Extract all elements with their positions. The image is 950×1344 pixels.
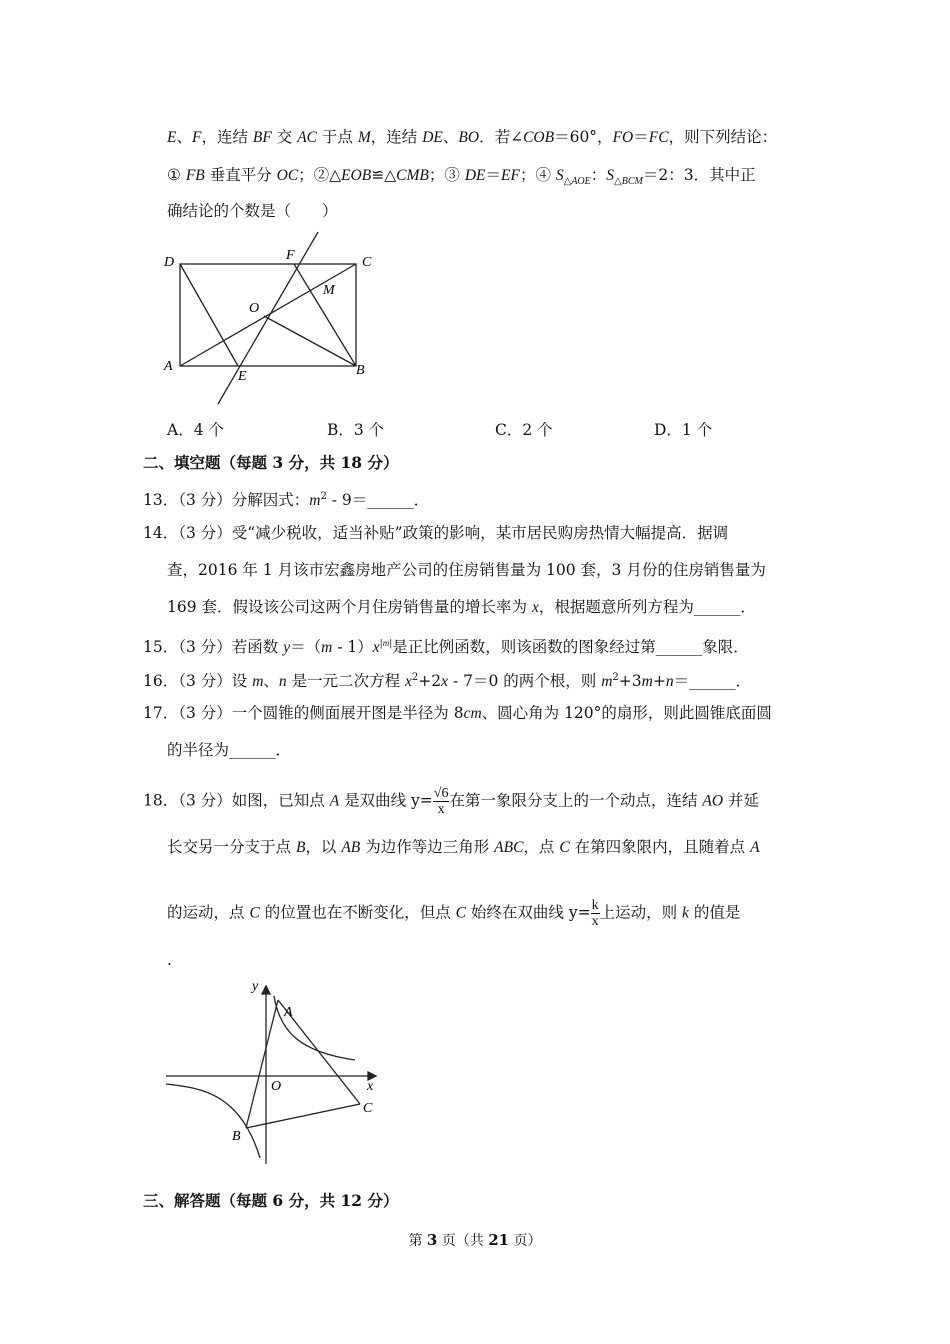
q12-line1: E、F，连结 BF 交 AC 于点 M，连结 DE、BO．若∠COB＝60°，FO＝FC，则下列结论： [167, 128, 778, 146]
q12-figure [160, 228, 390, 408]
fraction-k-over-x: $\frac{k}{x}$ [591, 898, 599, 929]
q18-line2: 长交另一分支于点 B，以 AB 为边作等边三角形 ABC，点 C 在第四象限内，且随着点 A [167, 838, 760, 856]
option-a[interactable]: A．4 个 [167, 421, 224, 439]
option-c[interactable]: C．2 个 [495, 421, 553, 439]
q18-line4: . [167, 951, 172, 969]
label-y: y [252, 979, 259, 994]
q18-line3: 的运动，点 C 的位置也在不断变化，但点 C 始终在双曲线 y= $\frac{k}{x}$ 上运动，则 k 的值是 [167, 898, 741, 929]
page-footer: 第 3 页（共 21 页） [408, 1231, 542, 1249]
label-B: B [356, 363, 365, 378]
q12-line3: 确结论的个数是（ ） [167, 202, 338, 220]
label-M: M [323, 283, 335, 298]
label-D: D [164, 255, 175, 270]
q14-line2: 查，2016 年 1 月该市宏鑫房地产公司的住房销售量为 100 套，3 月份的住房销售量为 [167, 561, 766, 579]
fraction-sqrt6-over-x: $\frac{√6}{x}$ [433, 786, 449, 817]
label-C2: C [363, 1101, 373, 1116]
q18-line1: 18．（3 分）如图，已知点 A 是双曲线 y= $\frac{√6}{x}$ 在第一象限分支上的一个动点，连结 AO 并延 [143, 786, 760, 817]
q17-line2: 的半径为______． [167, 741, 292, 759]
label-x: x [367, 1079, 374, 1094]
q15: 15．（3 分）若函数 $y=(m - 1)x^{|m|}$是正比例函数，则该函数的图象经过第______象限． [143, 638, 749, 657]
section2-heading: 二、填空题（每题 3 分，共 18 分） [143, 453, 399, 472]
label-E: E [238, 369, 247, 384]
label-A2: A [284, 1005, 293, 1020]
label-F: F [286, 248, 295, 263]
option-b[interactable]: B．3 个 [327, 421, 385, 439]
q16: 16．（3 分）设 m、n 是一元二次方程 $x^2+2x - 7=0$ 的两个根，则 $m^2+3m+n=\_\_\_\_\_\_$． [143, 672, 752, 691]
q14-line3: 169 套．假设该公司这两个月住房销售量的增长率为 x，根据题意所列方程为______． [167, 598, 756, 616]
q14-line1: 14．（3 分）受“减少税收，适当补贴”政策的影响，某市居民购房热情大幅提高．据调 [143, 524, 729, 542]
page-total: 21 [488, 1231, 510, 1249]
label-B2: B [232, 1129, 241, 1144]
section3-heading: 三、解答题（每题 6 分，共 12 分） [143, 1191, 399, 1210]
q13: 13．（3 分）分解因式：$m^2$ - 9＝______． [143, 491, 430, 510]
q12-line2: ① FB 垂直平分 OC；②△EOB≌△CMB；③ DE＝EF；④ $S_{\triangle AOE}$：$S_{\triangle BCM}=2$：3．其中正 [167, 166, 756, 188]
label-C: C [362, 255, 372, 270]
option-d[interactable]: D．1 个 [654, 421, 713, 439]
q18-figure [160, 972, 390, 1172]
q17-line1: 17．（3 分）一个圆锥的侧面展开图是半径为 8cm、圆心角为 120°的扇形，则此圆锥底面圆 [143, 704, 772, 722]
page-number: 3 [426, 1231, 438, 1249]
label-O: O [249, 301, 260, 316]
label-A: A [164, 359, 173, 374]
label-O2: O [271, 1079, 282, 1094]
